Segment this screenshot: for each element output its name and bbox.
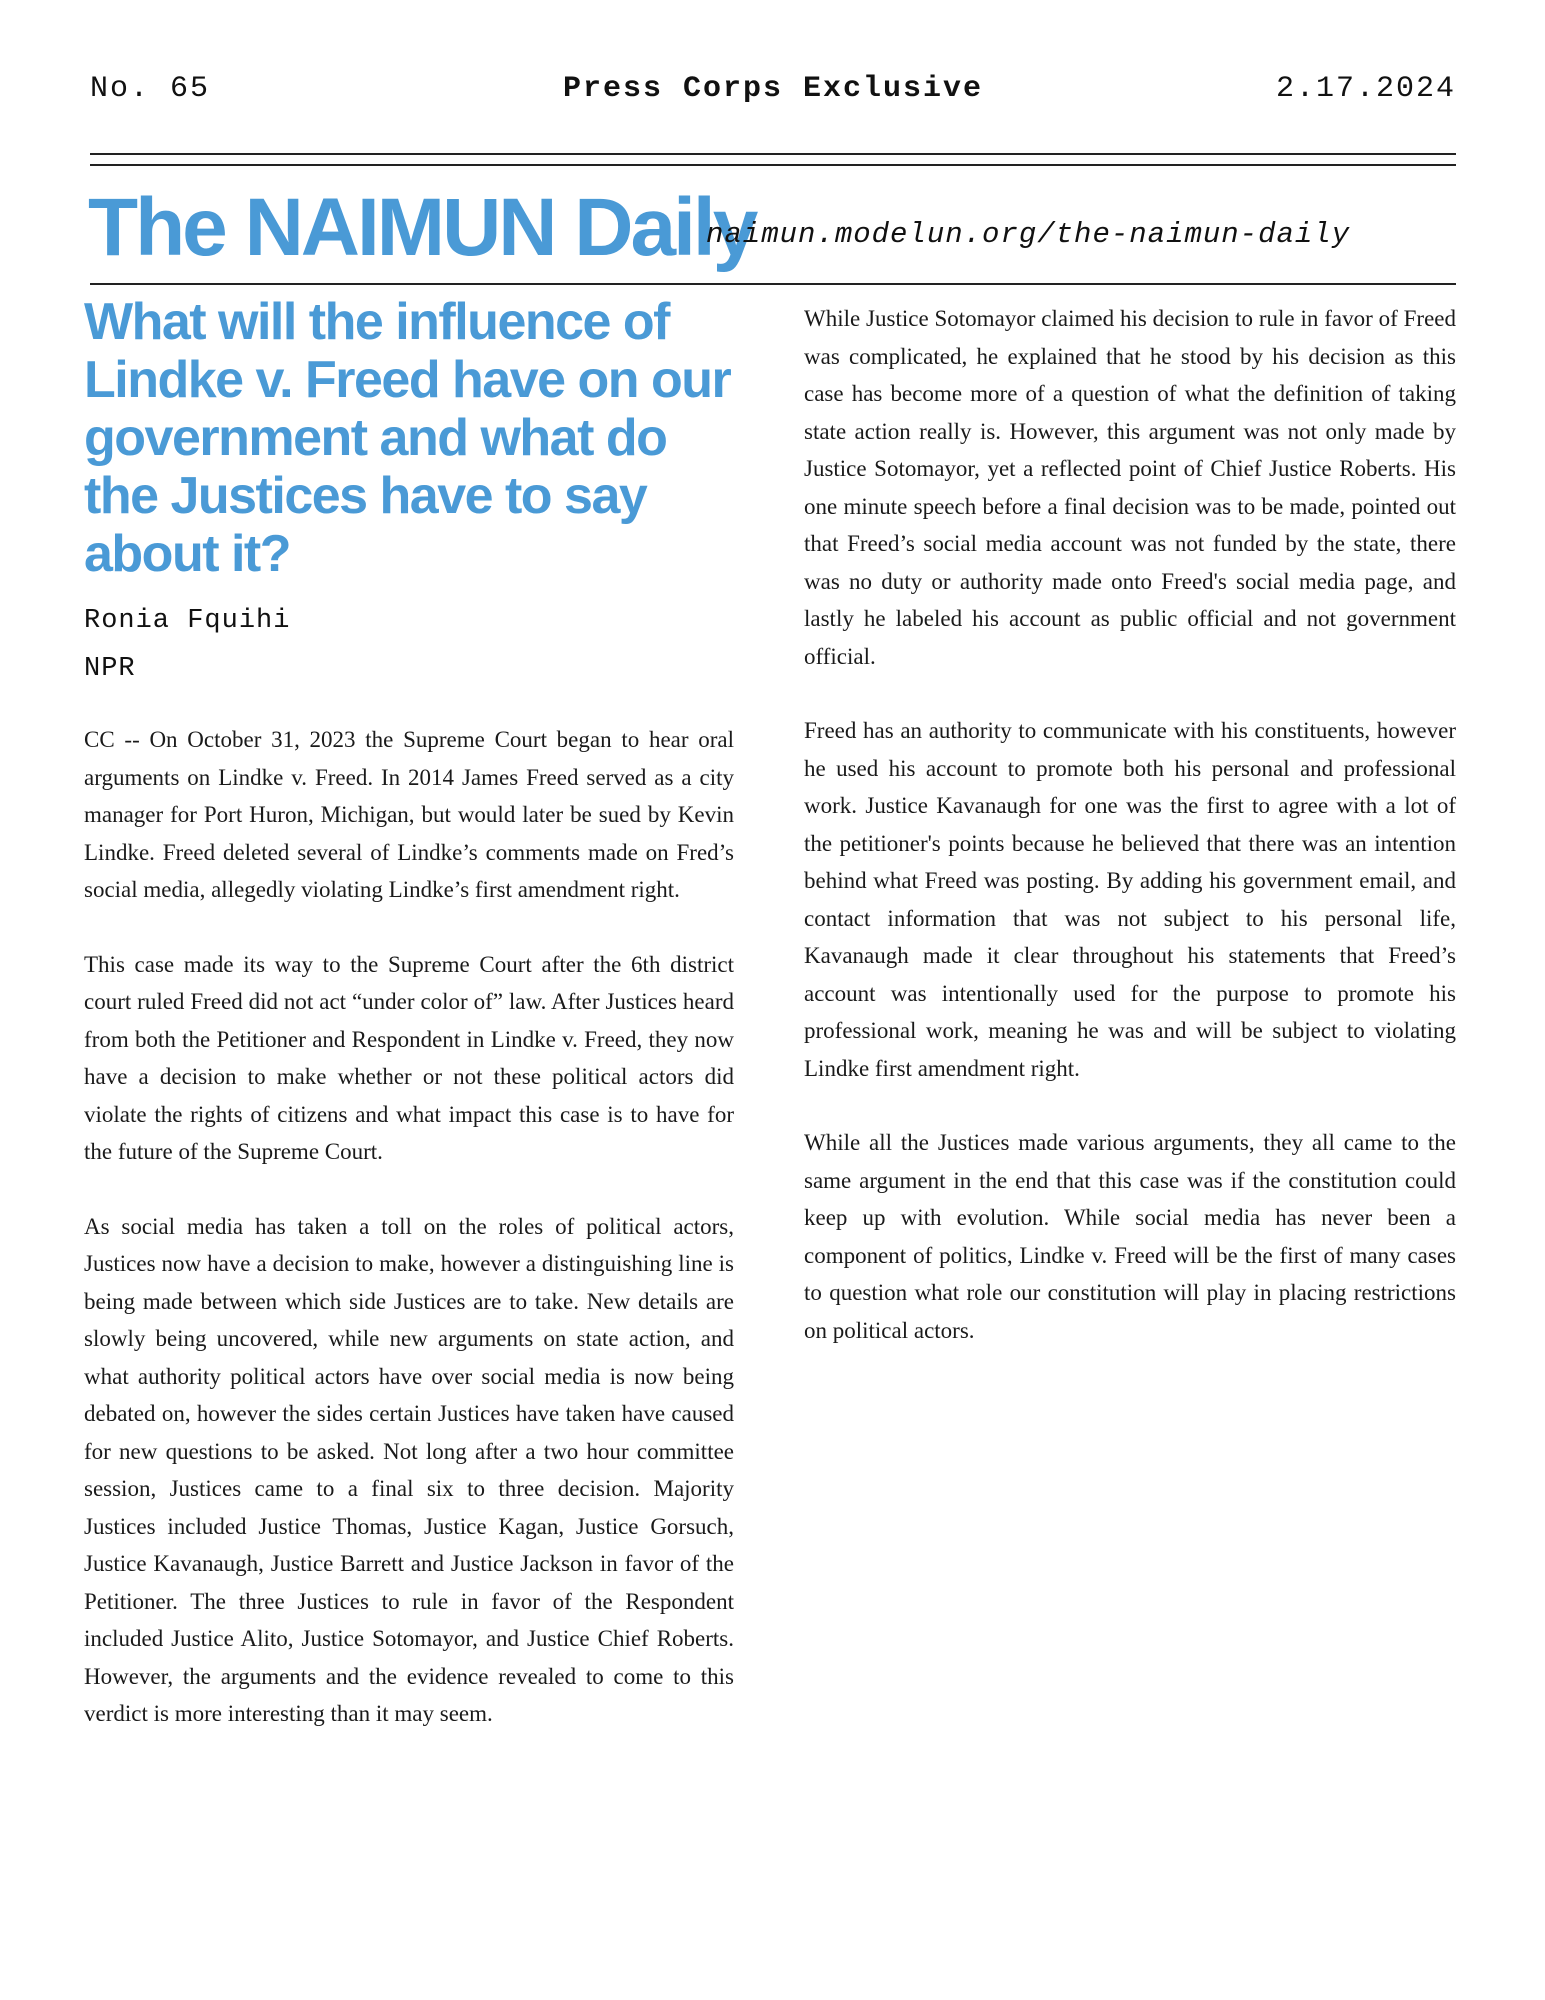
- section-title: Press Corps Exclusive: [562, 72, 984, 106]
- paper-name: The NAIMUN Daily: [88, 182, 756, 273]
- article-paragraph: As social media has taken a toll on the roles of political actors, Justices now have a decision to make, however a distinguishing line is being made between which side Justices are to take. New details are slowly being uncovered, while new arguments on state action, and what authority political actors have over social media is now being debated on, however the sides certain Justices have taken have caused for new questions to be asked. Not long after a two hour committee session, Justices came to a final six to three decision. Majority Justices included Justice Thomas, Justice Kagan, Justice Gorsuch, Justice Kavanaugh, Justice Barrett and Justice Jackson in favor of the Petitioner. The three Justices to rule in favor of the Respondent included Justice Alito, Justice Sotomayor, and Justice Chief Roberts. However, the arguments and the evidence revealed to come to this verdict is more interesting than it may seem.: [84, 1213, 734, 1726]
- article-column-left: [84, 293, 734, 1770]
- article-paragraph: While all the Justices made various arguments, they all came to the same argument in the end that this case was if the constitution could keep up with evolution. While social media has never been a component of politics, Lindke v. Freed will be the first of many cases to question what role our constitution will play in placing restrictions on political actors.: [804, 1130, 1456, 1343]
- header-divider-bottom: [90, 164, 1456, 166]
- article-outlet: NPR: [84, 654, 136, 684]
- article-paragraph: This case made its way to the Supreme Court after the 6th district court ruled Freed did not act “under color of” law. After Justices heard from both the Petitioner and Respondent in Lindke v. Freed, they now have a decision to make whether or not these political actors did violate the rights of citizens and what impact this case is to have for the future of the Supreme Court.: [84, 951, 734, 1164]
- article-paragraph: CC -- On October 31, 2023 the Supreme Court began to hear oral arguments on Lindke v. Freed. In 2014 James Freed served as a city manager for Port Huron, Michigan, but would later be sued by Kevin Lindke. Freed deleted several of Lindke’s comments made on Fred’s social media, allegedly violating Lindke’s first amendment right.: [84, 727, 734, 902]
- article-paragraph: Freed has an authority to communicate with his constituents, however he used his account to promote both his personal and professional work. Justice Kavanaugh for one was the first to agree with a lot of the petitioner's points because he believed that there was an intention behind what Freed was posting. By adding his government email, and contact information that was not subject to his personal life, Kavanaugh made it clear throughout his statements that Freed’s account was intentionally used for the purpose to promote his professional work, meaning he was and will be subject to violating Lindke first amendment right.: [804, 718, 1456, 1081]
- article-paragraph: While Justice Sotomayor claimed his decision to rule in favor of Freed was complicated, he explained that he stood by his decision as this case has become more of a question of what the definition of taking state action really is. However, this argument was not only made by Justice Sotomayor, yet a reflected point of Chief Justice Roberts. His one minute speech before a final decision was to be made, pointed out that Freed’s social media account was not funded by the state, there was no duty or authority made onto Freed's social media page, and lastly he labeled his account as public official and not government official.: [804, 306, 1456, 669]
- masthead: [88, 178, 1458, 278]
- issue-date: 2.17.2024: [1275, 72, 1456, 106]
- masthead-divider: [90, 283, 1456, 285]
- issue-number: No. 65: [90, 72, 211, 106]
- header-divider-top: [90, 153, 1456, 155]
- article-headline: What will the influence of Lindke v. Freed have on our government and what do the Justices have to say about it?: [84, 293, 731, 583]
- article-column-right: [804, 300, 1456, 1386]
- paper-url[interactable]: naimun.modelun.org/the-naimun-daily: [706, 218, 1351, 251]
- issue-header-bar: [90, 72, 1456, 112]
- article-author: Ronia Fquihi: [84, 606, 291, 636]
